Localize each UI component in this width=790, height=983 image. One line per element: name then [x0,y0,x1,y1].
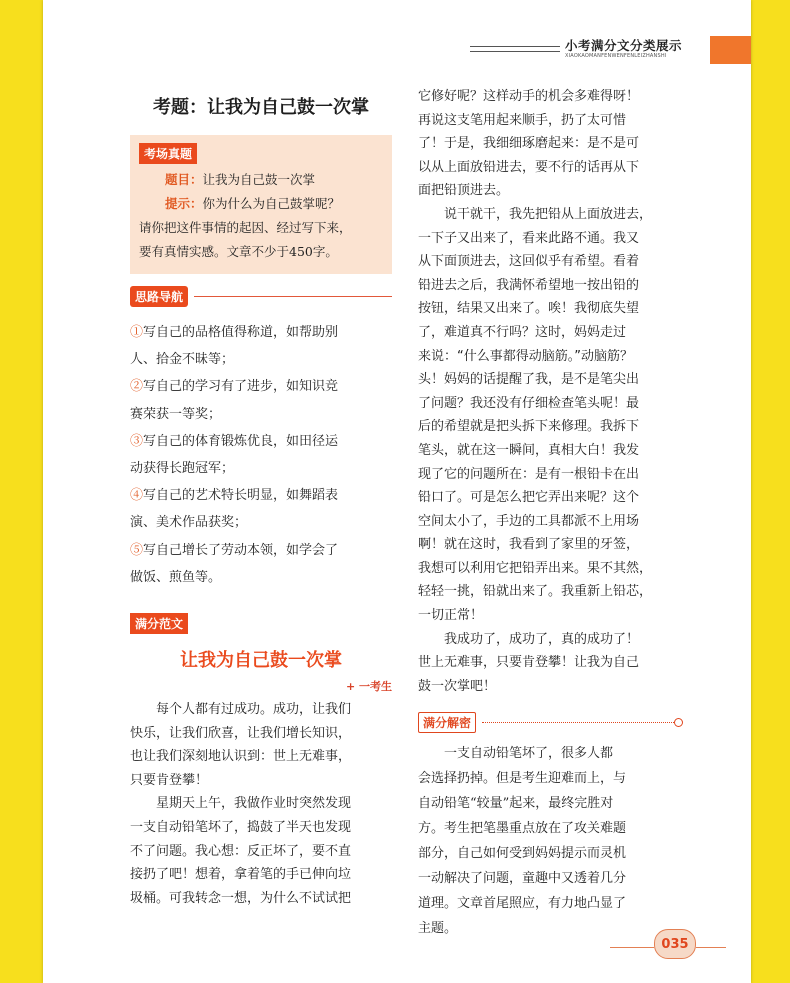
commentary-section-header [418,712,683,733]
exam-line: 请你把这件事情的起因、经过写下来， [139,220,352,235]
page-number-decoration [696,947,726,948]
essay-line: 笔头，就在这一瞬间，真相大白！我发 [418,442,640,458]
essay-title: 让我为自己鼓一次掌 [180,650,342,672]
essay-line: 空间太小了，手边的工具都派不上用场 [418,513,640,529]
exam-hint-label: 提示： [165,196,203,211]
section-divider [482,722,674,723]
essay-line: 从下面顶进去，这回似乎有希望。看着 [418,254,640,270]
essay-section-header [130,613,392,634]
guide-line: 动获得长跑冠军； [130,461,235,477]
essay-line: 圾桶。可我转念一想，为什么不试试把 [130,890,352,906]
essay-line: 铅口了。可是怎么把它弄出来呢？这个 [418,490,640,506]
guide-line: ⑤写自己增长了劳动本领，如学会了 [130,542,339,558]
essay-line: 世上无难事，只要肯登攀！让我为自己 [418,655,640,671]
commentary-line: 部分，自己如何受到妈妈提示而灵机 [418,846,627,862]
essay-line: 啊！就在这时，我看到了家里的牙签， [418,537,640,553]
essay-line: 来说：“什么事都得动脑筋。”动脑筋？ [418,348,633,364]
essay-line: 面把铅顶进去。 [418,183,510,199]
essay-line: 我成功了，成功了，真的成功了！ [418,631,640,647]
divider-end-circle [674,718,683,727]
essay-line: 现了它的问题所在：是有一根铅卡在出 [418,466,640,482]
essay-section-label: 满分范文 [130,613,188,634]
guide-line: ④写自己的艺术特长明显，如舞蹈表 [130,488,339,504]
commentary-line: 主题。 [418,921,458,937]
essay-right-body [418,85,683,698]
essay-line: 它修好呢？这样动手的机会多难得呀！ [418,89,640,104]
essay-line: 轻轻一挑，铅就出来了。我重新上铅芯， [418,584,653,600]
guide-line: 赛荣获一等奖； [130,406,222,422]
essay-line: 了，难道真不行吗？这时，妈妈走过 [418,324,627,340]
exam-topic-text: 让我为自己鼓一次掌 [202,172,316,187]
essay-line: 了问题？我还没有仔细检查笔头呢！最 [418,395,640,411]
essay-line: 了！于是，我细细琢磨起来：是不是可 [418,136,640,152]
commentary-line: 一动解决了问题，童趣中又透着几分 [418,871,627,887]
guide-line: ③写自己的体育锻炼优良，如田径运 [130,433,339,449]
guide-line: 人、拾金不昧等； [130,352,235,368]
guide-section-header [130,286,392,307]
commentary-line: 一支自动铅笔坏了，很多人都 [418,746,614,762]
exam-hint-text: 你为什么为自己鼓掌呢？ [202,196,341,211]
header-rule [470,46,560,47]
essay-line: 不了问题。我心想：反正坏了，要不直 [130,843,352,859]
page-title: 考题：让我为自己鼓一次掌 [153,97,369,118]
essay-author: + 一考生 [345,680,392,694]
left-column [130,85,392,910]
guide-list [130,319,392,591]
commentary-line: 道理。文章首尾照应，有力地凸显了 [418,896,627,912]
exam-topic-label: 题目： [165,172,203,187]
essay-line: 头！妈妈的话提醒了我，是不是笔尖出 [418,372,640,388]
section-divider [194,296,392,297]
header-title: 小考满分文分类展示 [565,38,683,53]
page-number: 035 [654,929,696,959]
guide-line: 做饭、煎鱼等。 [130,569,222,585]
commentary-body [418,741,683,941]
commentary-line: 方。考生把笔墨重点放在了攻关难题 [418,821,627,837]
essay-line: 星期天上午，我做作业时突然发现 [130,796,352,812]
header-tab [710,36,751,64]
essay-line: 一支自动铅笔坏了，捣鼓了半天也发现 [130,820,352,835]
exam-box [130,135,392,274]
guide-line: ①写自己的品格值得称道，如帮助别 [130,325,339,340]
essay-line: 一切正常！ [418,608,484,624]
commentary-section-label: 满分解密 [418,712,476,733]
essay-line: 一下子又出来了，看来此路不通。我又 [418,230,640,246]
essay-line: 也让我们深刻地认识到：世上无难事， [130,749,352,765]
essay-line: 说干就干，我先把铅从上面放进去， [418,206,653,222]
essay-line: 每个人都有过成功。成功，让我们 [130,702,352,718]
header-rule [470,51,560,52]
exam-hint [139,192,384,216]
commentary-line: 自动铅笔“较量”起来，最终完胜对 [418,796,614,812]
essay-line: 再说这支笔用起来顺手，扔了太可惜 [418,112,627,128]
essay-left-body [130,698,392,910]
essay-line: 后的希望就是把头拆下来修理。我拆下 [418,419,640,435]
essay-line: 以从上面放铅进去，要不行的话再从下 [418,159,640,175]
guide-line: ②写自己的学习有了进步，如知识竞 [130,379,339,395]
right-column [418,85,683,941]
guide-line: 演、美术作品获奖； [130,515,248,531]
essay-line: 我想可以利用它把铅弄出来。果不其然， [418,560,653,576]
essay-line: 按钮，结果又出来了。唉！我彻底失望 [418,301,640,317]
essay-line: 鼓一次掌吧！ [418,678,497,694]
header-pinyin: XIAOKAOMANFENWENFENLEIZHANSHI [565,53,667,59]
guide-section-label: 思路导航 [130,286,188,307]
essay-line: 快乐，让我们欣喜，让我们增长知识， [130,725,352,741]
exam-section-label: 考场真题 [139,143,197,164]
page-number-decoration [610,947,654,948]
essay-line: 只要肯登攀！ [130,772,209,788]
exam-topic [139,168,384,192]
essay-line: 接扔了吧！想着，拿着笔的手已伸向垃 [130,867,352,883]
commentary-line: 会选择扔掉。但是考生迎难而上，与 [418,771,627,787]
essay-line: 铅进去之后，我满怀希望地一按出铅的 [418,277,640,293]
exam-line: 要有真情实感。文章不少于450字。 [139,244,338,259]
